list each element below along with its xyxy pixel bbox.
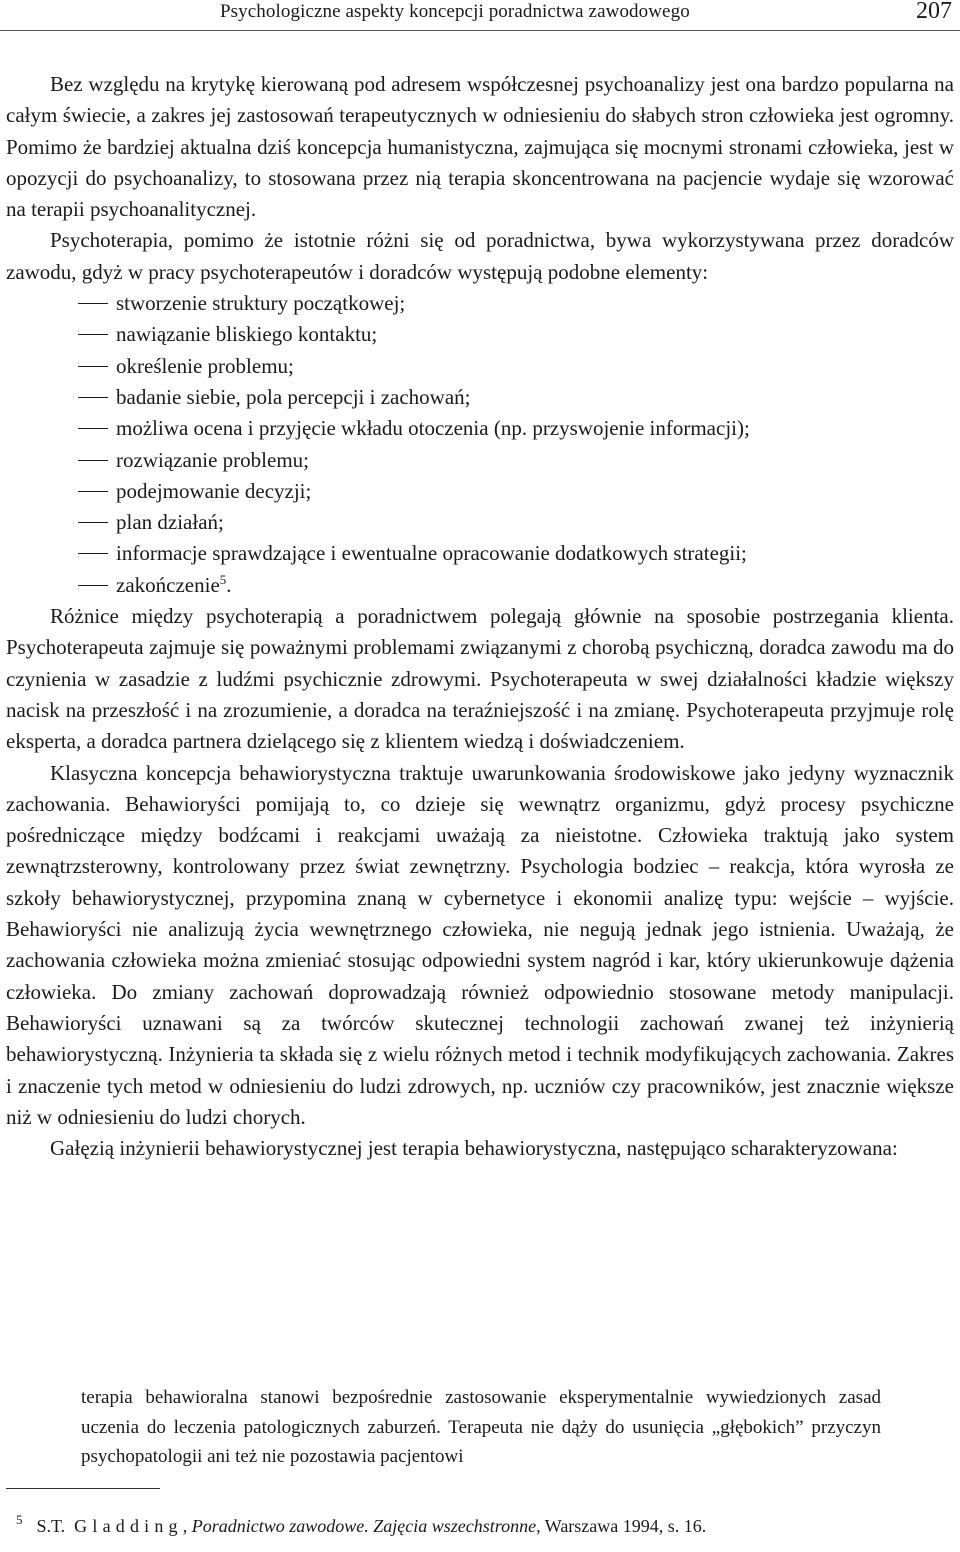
footnote-reference[interactable]: 5: [219, 571, 227, 587]
paragraph-differences: Różnice między psychoterapią a poradnictwem polegają głównie na sposobie postrzegania klienta. Psychoterapeuta zajmuje się poważnymi problemami związanymi z chorobą psychiczną, doradca zawodu ma do czynienia w zasadzie z ludźmi psychicznie zdrowymi. Psychoterapeuta w swej działalności kładzie większy nacisk na przeszłość i na zrozumienie, a doradca na teraźniejszość i na zmianę. Psychoterapeuta przyjmuje rolę eksperta, a doradca partnera dzielącego się z klientem wiedzą i doświadczeniem.: [6, 604, 954, 754]
list-item: możliwa ocena i przyjęcie wkładu otoczenia (np. przyswojenie informacji);: [6, 413, 954, 444]
list-item-last: zakończenie$^5$.: [6, 570, 954, 601]
list-item: stworzenie struktury początkowej;: [6, 288, 954, 319]
dash-marker: [78, 303, 108, 304]
list-item: plan działań;: [6, 507, 954, 538]
footnote-author: Gladding: [74, 1516, 183, 1536]
dash-marker: [78, 585, 108, 586]
dash-marker: [78, 460, 108, 461]
list-item: badanie siebie, pola percepcji i zachowań;: [6, 382, 954, 413]
paragraph-psychotherapy: Psychoterapia, pomimo że istotnie różni się od poradnictwa, bywa wykorzystywana przez doradców zawodu, gdyż w pracy psychoterapeutów i doradców występują podobne elementy:: [6, 228, 954, 284]
list-item: określenie problemu;: [6, 351, 954, 382]
block-quote: terapia behawioralna stanowi bezpośrednie zastosowanie eksperymentalnie wywiedzionych zasad uczenia do leczenia patologicznych zaburzeń. Terapeuta nie dąży do usunięcia „głębokich” przyczyn psychopatologii ani też nie pozostawia pacjentowi: [81, 1387, 881, 1467]
paragraph-psychoanalysis: Bez względu na krytykę kierowaną pod adresem współczesnej psychoanalizy jest ona bardzo popularna na całym świecie, a zakres jej zastosowań terapeutycznych w odniesieniu do słabych stron człowieka jest ogromny. Pomimo że bardziej aktualna dziś koncepcja humanistyczna, zajmująca się mocnymi stronami człowieka, jest w opozycji do psychoanalizy, to stosowana przez nią terapia skoncentrowana na pacjencie wydaje się wzorować na terapii psychoanalitycznej.: [6, 72, 954, 222]
paragraph-behaviorism: Klasyczna koncepcja behawiorystyczna traktuje uwarunkowania środowiskowe jako jedyny wyznacznik zachowania. Behawioryści pomijają to, co dzieje się wewnątrz organizmu, gdyż procesy psychiczne pośredniczące między bodźcami i reakcjami uważają za nieistotne. Człowieka traktują jako system zewnątrzsterowny, kontrolowany przez świat zewnętrzny. Psychologia bodziec – reakcja, która wyrosła ze szkoły behawiorystycznej, przypomina znaną w cybernetyce i ekonomii analizę typu: wejście – wyjście. Behawioryści nie analizują życia wewnętrznego człowieka, nie negują jednak jego istnienia. Uważają, że zachowania człowieka można zmieniać stosując odpowiedni system nagród i kar, który ukierunkowuje dążenia człowieka. Do zmiany zachowań doprowadzają również odpowiednio stosowane metody manipulacji. Behawioryści uznawani są za twórców skutecznej technologii zachowań zwanej też inżynierią behawiorystyczną. Inżynieria ta składa się z wielu różnych metod i technik modyfikujących zachowania. Zakres i znaczenie tych metod w odniesieniu do ludzi zdrowych, np. uczniów czy pracowników, jest znacznie większe niż w odniesieniu do ludzi chorych.: [6, 760, 954, 1129]
footnote-rule: [6, 1488, 160, 1489]
dash-marker: [78, 522, 108, 523]
list-item: rozwiązanie problemu;: [6, 445, 954, 476]
dash-marker: [78, 366, 108, 367]
elements-list: [6, 288, 954, 601]
footnote: $^5$ S.T. Gladding, Poradnictwo zawodowe. Zajęcia wszechstronne, Warszawa 1994, s. 16.: [16, 1512, 707, 1536]
dash-marker: [78, 334, 108, 335]
paragraph-behavior-therapy: Gałęzią inżynierii behawiorystycznej jest terapia behawiorystyczna, następująco scharakteryzowana:: [50, 1136, 898, 1161]
footnote-publication: , Warszawa 1994, s. 16.: [536, 1516, 707, 1536]
list-item: podejmowanie decyzji;: [6, 476, 954, 507]
dash-marker: [78, 553, 108, 554]
list-item: informacje sprawdzające i ewentualne opracowanie dodatkowych strategii;: [6, 538, 954, 569]
footnote-title: Poradnictwo zawodowe. Zajęcia wszechstronne: [191, 1516, 537, 1536]
dash-marker: [78, 397, 108, 398]
footnote-marker: 5: [16, 1512, 23, 1527]
dash-marker: [78, 428, 108, 429]
page-number: 207: [916, 0, 952, 24]
running-title: Psychologiczne aspekty koncepcji poradnictwa zawodowego: [220, 1, 690, 22]
dash-marker: [78, 491, 108, 492]
body-text: [6, 69, 954, 1164]
footnote-initials: S.T.: [36, 1516, 66, 1536]
page-header: [0, 0, 960, 31]
list-item: nawiązanie bliskiego kontaktu;: [6, 319, 954, 350]
